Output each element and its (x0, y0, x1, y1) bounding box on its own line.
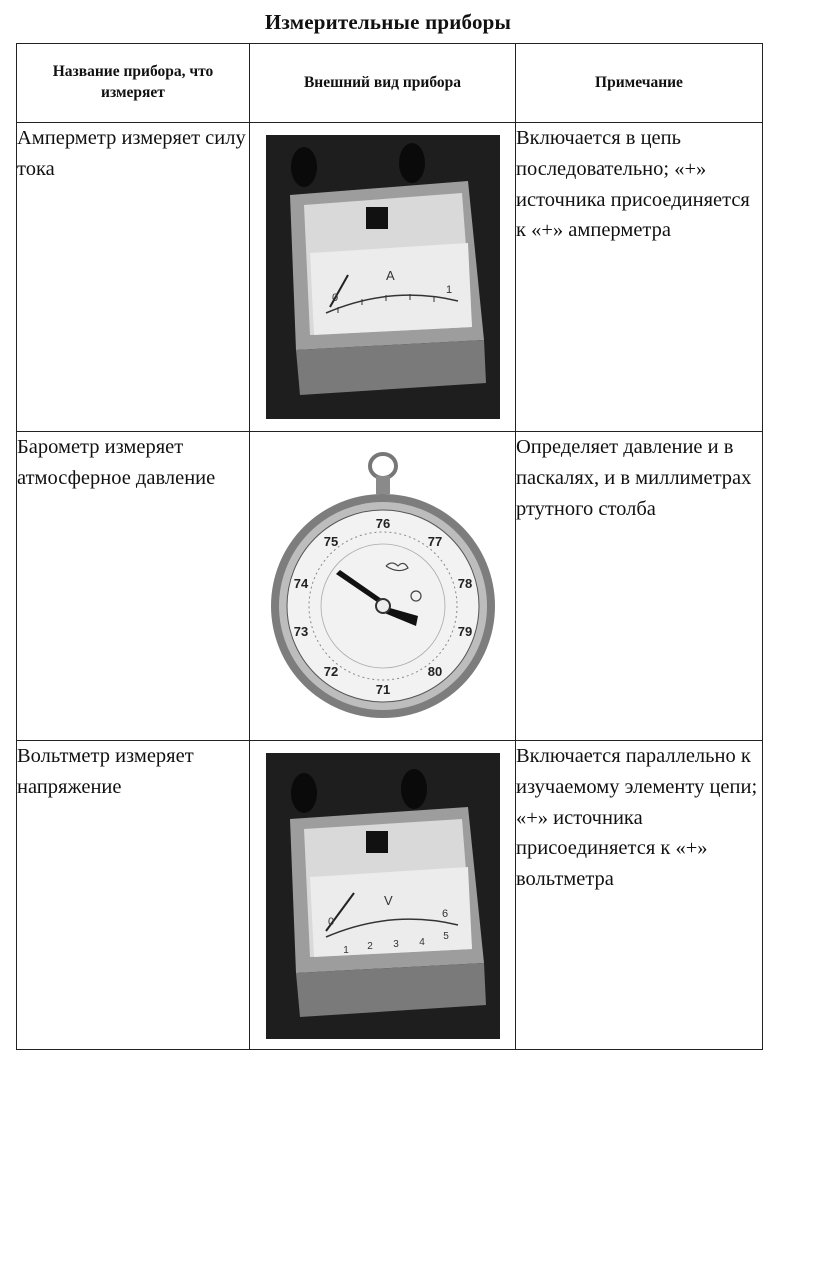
dial-number: 74 (293, 576, 308, 591)
ammeter-tick-1: 1 (445, 284, 452, 296)
dial-number: 4 (418, 937, 425, 948)
table-header-row (17, 44, 763, 123)
dial-number: 71 (375, 682, 390, 697)
dial-number: 2 (366, 941, 373, 952)
ammeter-icon (266, 135, 500, 419)
instruments-table (16, 43, 763, 1050)
barometer-icon (266, 448, 500, 732)
device-note-cell: Включается параллельно к изучаемому элементу цепи; «+» источника присоединяется к «+» вольтметра (516, 741, 763, 1050)
header-appearance: Внешний вид прибора (250, 44, 516, 123)
table-row-ammeter (17, 123, 763, 432)
table-row-barometer (17, 432, 763, 741)
document-title: Измерительные приборы (264, 10, 512, 34)
voltmeter-icon (266, 753, 500, 1039)
voltmeter-tick-0: 0 (327, 916, 334, 928)
dial-number: 75 (323, 534, 338, 549)
table-row-voltmeter (17, 741, 763, 1050)
ammeter-tick-0: 0 (331, 292, 338, 304)
dial-number: 77 (427, 534, 442, 549)
dial-number: 3 (392, 939, 399, 950)
ammeter-scale-letter: A (385, 268, 395, 283)
dial-number: 5 (442, 931, 449, 942)
dial-number: 76 (375, 516, 390, 531)
device-note-cell: Определяет давление и в паскалях, и в миллиметрах ртутного столба (516, 432, 763, 741)
device-photo-cell (250, 432, 516, 741)
device-photo-cell (250, 741, 516, 1050)
voltmeter-tick-6: 6 (441, 908, 448, 920)
header-note: Примечание (516, 44, 763, 123)
dial-number: 73 (293, 624, 308, 639)
device-name-cell: Барометр измеряет атмосферное давление (17, 432, 250, 741)
header-device-name: Название прибора, что измеряет (17, 44, 250, 123)
dial-number: 78 (457, 576, 472, 591)
voltmeter-scale-letter: V (383, 893, 393, 908)
dial-number: 1 (342, 945, 349, 956)
device-photo-cell (250, 123, 516, 432)
device-name-cell: Вольтметр измеряет напряжение (17, 741, 250, 1050)
dial-number: 72 (323, 664, 338, 679)
device-name-cell: Амперметр измеряет силу тока (17, 123, 250, 432)
device-note-cell: Включается в цепь последовательно; «+» источника присоединяется к «+» амперметра (516, 123, 763, 432)
dial-number: 79 (457, 624, 472, 639)
dial-number: 80 (427, 664, 442, 679)
